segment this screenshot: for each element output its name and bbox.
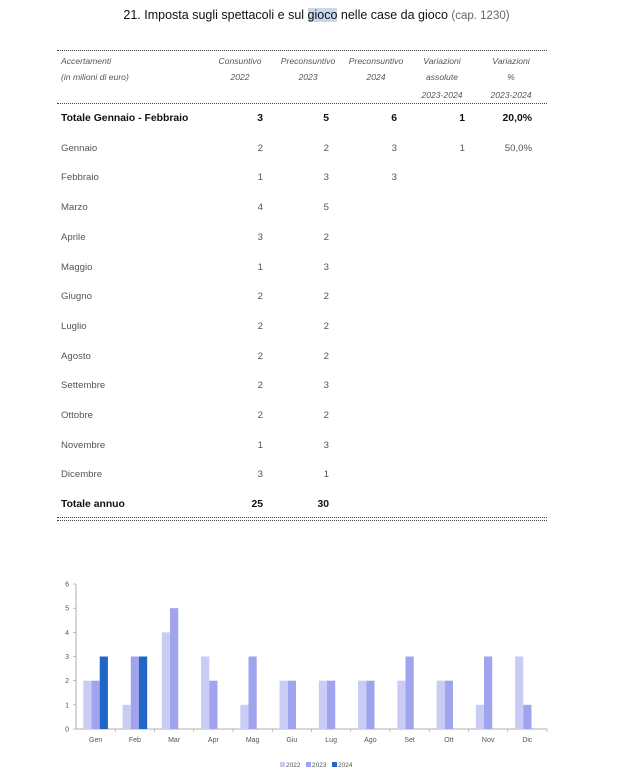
cell-c2: 1 [323,469,329,480]
y-tick-label: 3 [65,654,69,661]
header-c4-line2: assolute [425,72,458,82]
row-label: Febbraio [61,172,99,183]
y-tick-label: 2 [65,678,69,686]
title-cap: (cap. 1230) [451,10,510,22]
x-tick-label: Mar [168,737,181,744]
bar-2024 [139,657,147,730]
y-tick-label: 4 [65,629,69,637]
cell-c2: 3 [323,172,329,183]
cell-c1: 2 [257,143,263,154]
bar-2023 [484,657,492,730]
header-c5-line2: % [507,72,515,82]
title-text-2: nelle case da gioco [337,8,452,22]
bar-2023 [92,681,100,729]
y-tick-label: 1 [65,702,69,710]
row-label: Settembre [61,380,106,391]
bar-2023 [366,681,374,729]
bar-2022 [201,657,209,730]
legend-swatch-2023 [306,762,311,767]
bar-2023 [523,705,531,729]
bar-2022 [515,657,523,730]
bar-2022 [476,705,484,729]
x-tick-label: Ott [444,737,454,744]
header-c2-line2: 2023 [298,72,318,82]
legend-label: 2023 [312,762,327,769]
cell-c1: 2 [257,380,263,391]
x-tick-label: Set [404,737,415,744]
bar-2022 [123,705,131,729]
bar-2022 [162,632,170,729]
bar-2022 [437,681,445,729]
y-tick-label: 5 [65,605,69,613]
cell-c1: 1 [257,440,263,451]
cell-c1: 25 [251,499,263,510]
row-label: Dicembre [61,469,103,480]
header-c2-line1: Preconsuntivo [280,56,336,66]
x-tick-label: Dic [522,737,533,744]
bar-2022 [397,681,405,729]
cell-c2: 2 [323,351,329,362]
cell-c3: 6 [391,113,397,124]
bar-2023 [445,681,453,729]
row-label: Gennaio [61,143,98,154]
cell-c1: 2 [257,351,263,362]
row-label: Totale Gennaio - Febbraio [61,113,189,124]
cell-c2: 5 [323,202,329,213]
cell-c2: 3 [323,262,329,273]
bar-2022 [358,681,366,729]
cell-c1: 4 [257,202,263,213]
cell-c3: 3 [391,172,397,183]
x-tick-label: Gen [89,737,103,744]
cell-c2: 2 [323,143,329,154]
y-tick-label: 6 [65,581,69,589]
legend-swatch-2022 [280,762,285,767]
cell-c2: 30 [317,499,329,510]
cell-c4: 1 [459,143,465,154]
bar-2023 [131,657,139,730]
cell-c2: 2 [323,321,329,332]
cell-c2: 2 [323,291,329,302]
x-tick-label: Nov [481,737,495,744]
cell-c2: 3 [323,440,329,451]
header-label-line1: Accertamenti [61,56,112,66]
x-tick-label: Lug [325,737,337,744]
x-tick-label: Feb [128,737,141,744]
title-text: 21. Imposta sugli spettacoli e sul [123,8,308,22]
cell-c1: 2 [257,291,263,302]
legend-swatch-2024 [332,762,337,767]
cell-c2: 5 [323,113,329,124]
bar-2023 [288,681,296,729]
header-c1-line1: Consuntivo [218,56,262,66]
x-tick-label: Giu [286,737,298,744]
bar-2022 [319,681,327,729]
bar-2023 [170,608,178,729]
bar-2023 [327,681,335,729]
row-label: Aprile [61,232,86,243]
cell-c1: 1 [257,172,263,183]
x-tick-label: Mag [245,737,260,744]
bar-2022 [83,681,91,729]
header-c5-line1: Variazioni [492,56,530,66]
cell-c1: 3 [257,232,263,243]
bar-2024 [100,657,108,730]
header-c3-line1: Preconsuntivo [348,56,404,66]
header-c5-line3: 2023-2024 [490,90,532,100]
row-label: Ottobre [61,410,93,421]
row-label: Luglio [61,321,87,332]
row-label: Maggio [61,262,93,273]
cell-c2: 2 [323,232,329,243]
row-label: Agosto [61,351,91,362]
row-label: Totale annuo [61,499,125,510]
x-tick-label: Apr [207,737,219,744]
header-c3-line2: 2024 [366,72,386,82]
cell-c4: 1 [459,113,465,124]
cell-c1: 3 [257,113,263,124]
bar-2023 [406,657,414,730]
cell-c5: 50,0% [504,143,532,154]
legend-label: 2024 [338,762,353,769]
title-highlight: gioco [307,8,338,22]
cell-c3: 3 [391,143,397,154]
cell-c1: 2 [257,321,263,332]
bar-2023 [209,681,217,729]
bar-2022 [280,681,288,729]
y-tick-label: 0 [65,726,69,734]
header-c4-line1: Variazioni [423,56,461,66]
row-label: Giugno [61,291,92,302]
header-c1-line2: 2022 [230,72,250,82]
cell-c1: 1 [257,262,263,273]
bar-2023 [249,657,257,730]
legend-label: 2022 [286,762,301,769]
row-label: Novembre [61,440,106,451]
cell-c1: 2 [257,410,263,421]
header-c4-line3: 2023-2024 [421,90,463,100]
x-tick-label: Ago [364,737,377,744]
row-label: Marzo [61,202,88,213]
header-label-line2: (in milioni di euro) [61,72,129,82]
cell-c1: 3 [257,469,263,480]
cell-c2: 3 [323,380,329,391]
cell-c2: 2 [323,410,329,421]
cell-c5: 20,0% [502,113,532,124]
bar-2022 [240,705,248,729]
